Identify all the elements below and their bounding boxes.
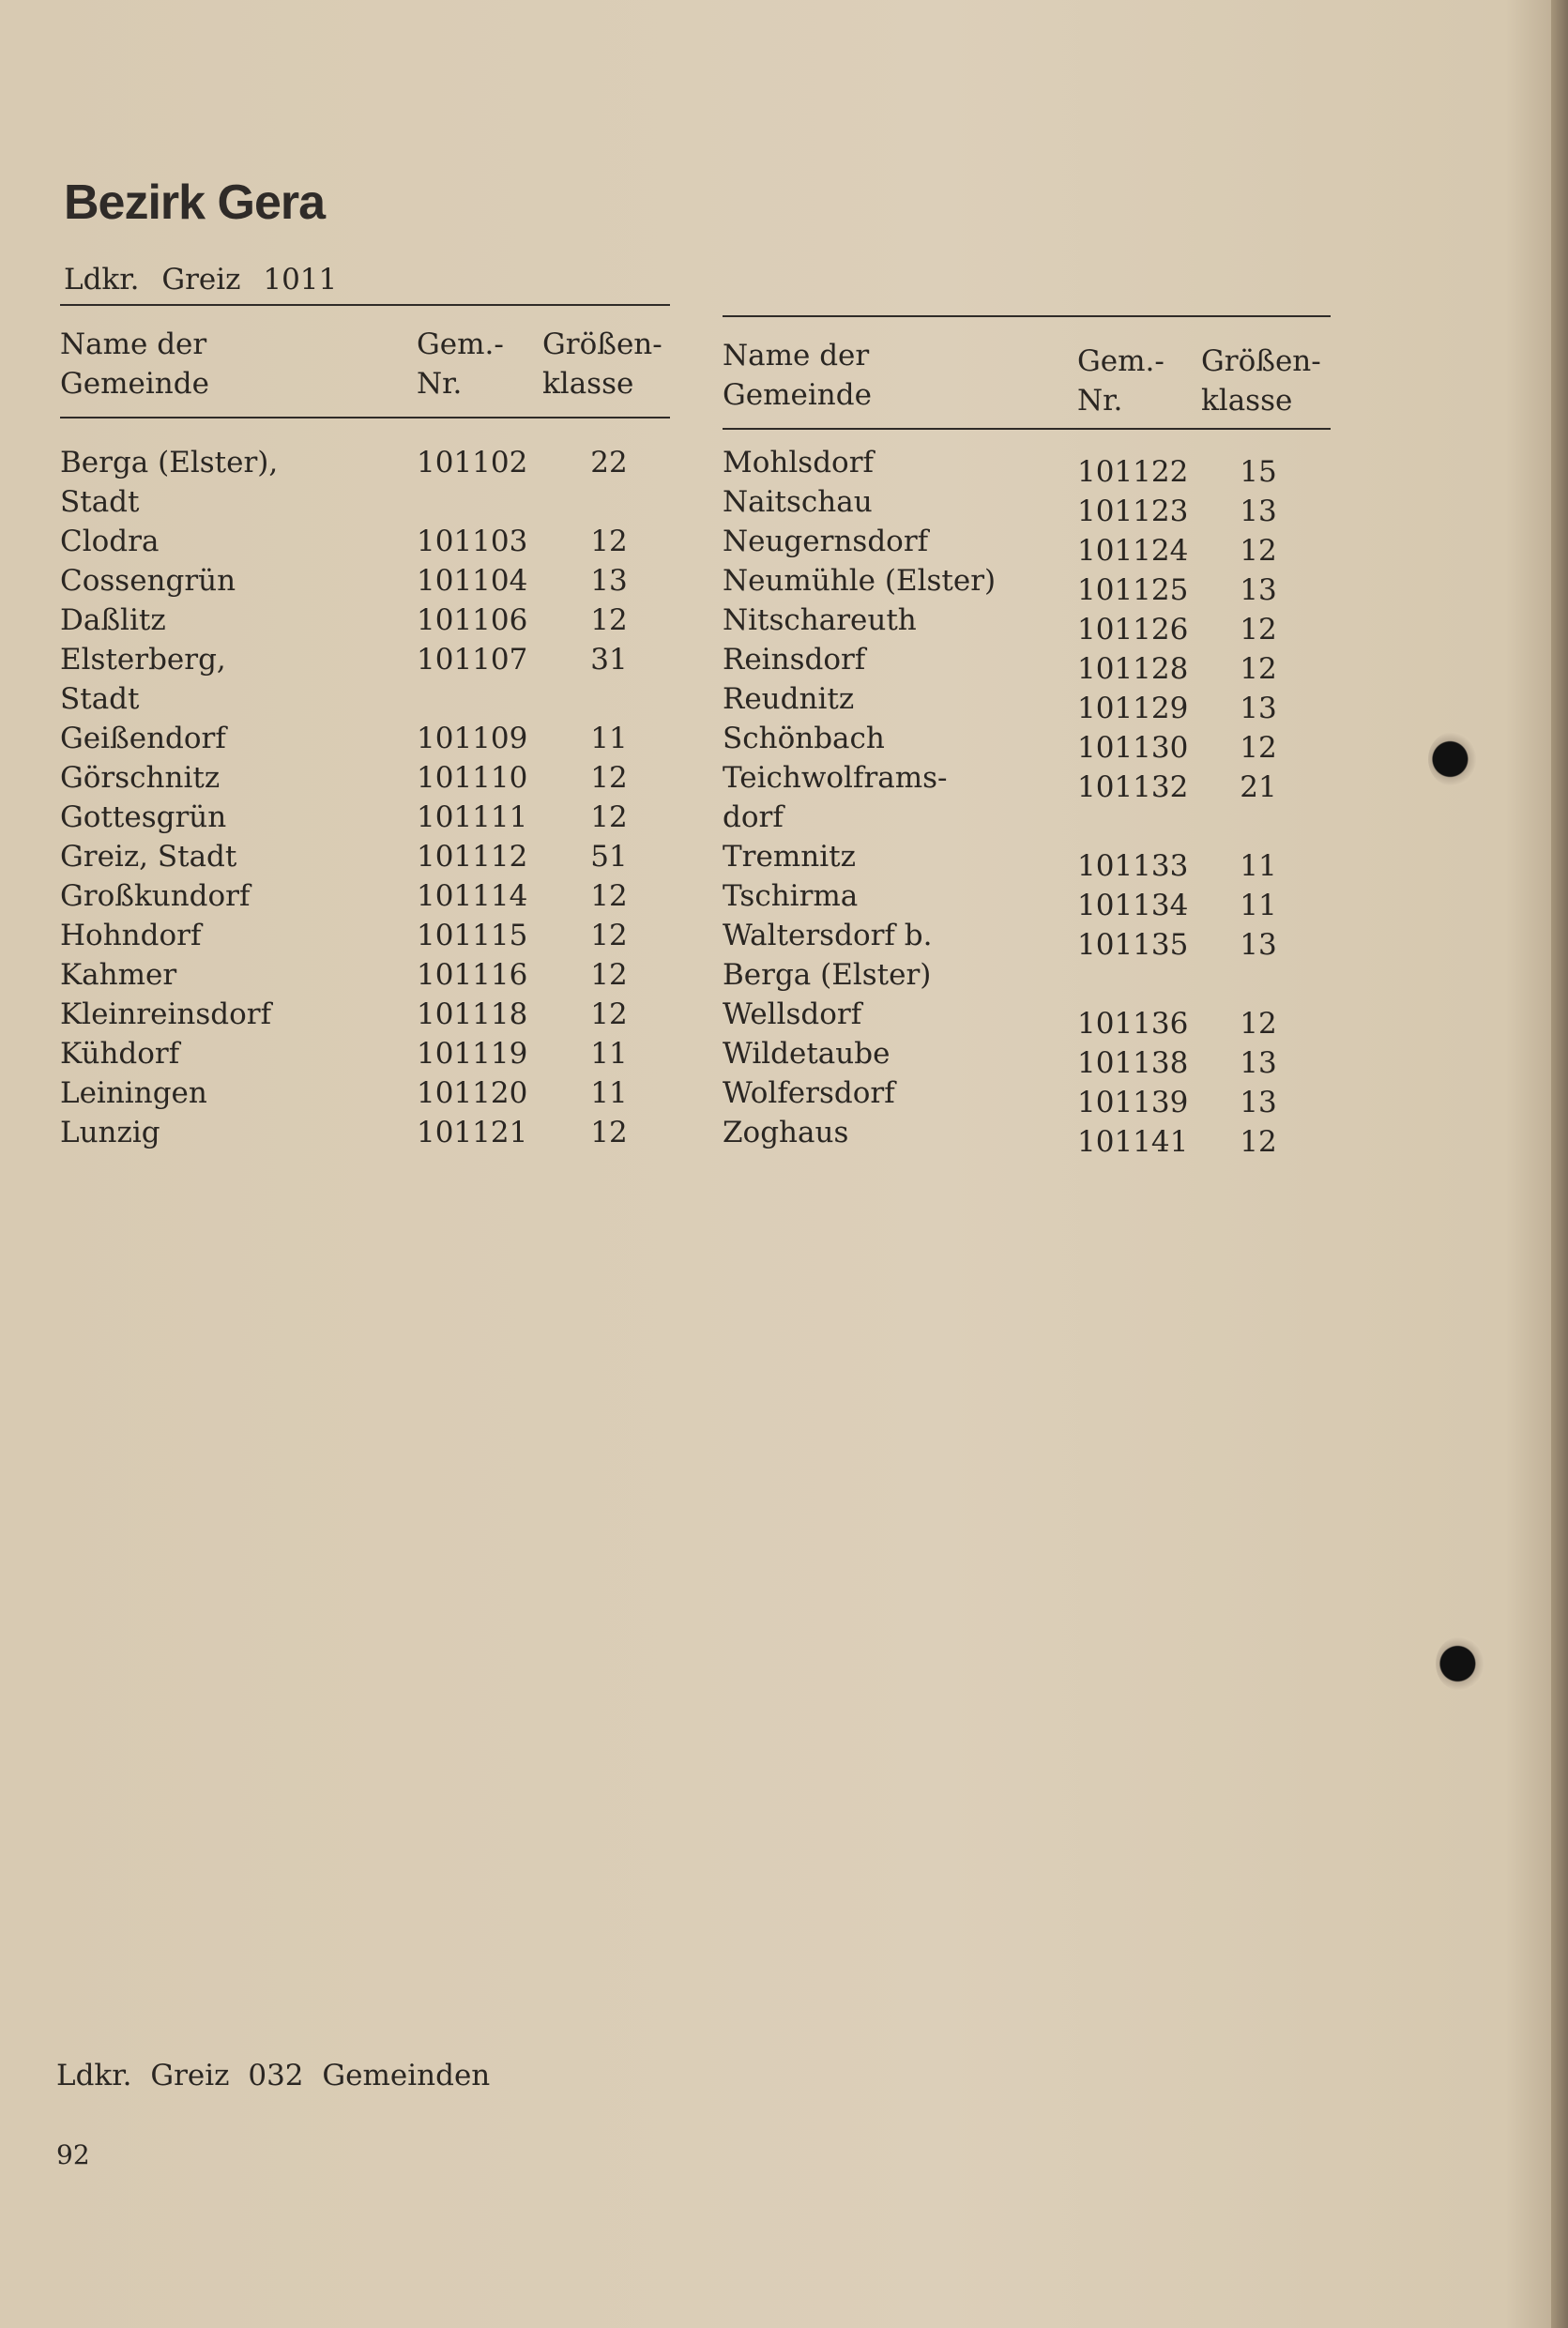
municipality-name: Stadt	[60, 682, 140, 716]
table-row	[60, 995, 670, 1034]
table-row	[723, 916, 1331, 962]
size-class: 12	[1240, 534, 1277, 568]
size-class: 13	[1240, 692, 1277, 725]
size-class: 11	[590, 1037, 628, 1071]
table-row	[723, 719, 1331, 765]
table-header	[60, 306, 670, 417]
size-class: 12	[590, 879, 628, 913]
municipality-name: Elsterberg,	[60, 643, 226, 677]
municipality-number: 101136	[1077, 1007, 1189, 1041]
size-class: 12	[1240, 613, 1277, 647]
size-class: 12	[590, 1116, 628, 1149]
column-header-size-class	[542, 325, 662, 403]
table-row	[723, 798, 1331, 837]
table-body	[723, 430, 1331, 1159]
column-header-number	[417, 325, 504, 403]
size-class: 13	[590, 564, 628, 598]
size-class: 11	[590, 722, 628, 755]
municipality-number: 101128	[1077, 652, 1189, 686]
municipality-name: Nitschareuth	[723, 603, 917, 637]
municipality-name: Tschirma	[723, 879, 859, 913]
municipality-name: Lunzig	[60, 1116, 160, 1149]
municipality-name: Großkundorf	[60, 879, 251, 913]
size-class: 13	[1240, 1086, 1277, 1119]
table-row	[723, 758, 1331, 804]
municipality-number: 101132	[1077, 770, 1189, 804]
size-class: 31	[590, 643, 628, 677]
size-class: 11	[1240, 889, 1277, 922]
size-class: 12	[590, 761, 628, 795]
column-header-name-line2: Gemeinde	[723, 378, 872, 412]
size-class: 12	[590, 958, 628, 992]
municipality-name: Kühdorf	[60, 1037, 180, 1071]
municipality-number: 101138	[1077, 1046, 1189, 1080]
size-class: 12	[590, 603, 628, 637]
municipality-name: Mohlsdorf	[723, 446, 874, 479]
table-header	[723, 317, 1331, 428]
municipality-name: Görschnitz	[60, 761, 221, 795]
municipality-number: 101141	[1077, 1125, 1189, 1159]
page-title: Bezirk Gera	[64, 175, 326, 230]
municipality-name: Reudnitz	[723, 682, 855, 716]
municipality-number: 101110	[417, 761, 528, 795]
municipality-number: 101115	[417, 919, 528, 952]
size-class: 22	[590, 446, 628, 479]
municipality-name: Wellsdorf	[723, 997, 862, 1031]
municipality-name: Neumühle (Elster)	[723, 564, 997, 598]
table-row	[723, 561, 1331, 607]
municipality-name: Greiz, Stadt	[60, 840, 237, 874]
municipality-name: Berga (Elster)	[723, 958, 932, 992]
page-number: 92	[56, 2139, 90, 2170]
size-class: 12	[1240, 731, 1277, 765]
table-row	[60, 679, 670, 719]
table-row	[723, 1034, 1331, 1080]
municipality-number: 101139	[1077, 1086, 1189, 1119]
table-row	[723, 640, 1331, 686]
municipality-name: Leiningen	[60, 1076, 207, 1110]
table-row	[723, 955, 1331, 995]
table-row	[60, 876, 670, 916]
column-header-size-line2: klasse	[1201, 384, 1293, 418]
table-row	[723, 679, 1331, 725]
column-header-name	[60, 325, 209, 403]
table-row	[60, 955, 670, 995]
table-row	[60, 758, 670, 798]
municipality-table-left	[60, 304, 670, 1152]
size-class: 13	[1240, 928, 1277, 962]
punch-hole-upper	[1428, 732, 1477, 786]
table-row	[723, 876, 1331, 922]
table-row	[60, 561, 670, 601]
size-class: 12	[590, 997, 628, 1031]
municipality-number: 101121	[417, 1116, 528, 1149]
municipality-number: 101104	[417, 564, 528, 598]
size-class: 12	[1240, 652, 1277, 686]
municipality-name: Hohndorf	[60, 919, 202, 952]
municipality-name: Wildetaube	[723, 1037, 891, 1071]
municipality-name: Stadt	[60, 485, 140, 519]
municipality-number: 101134	[1077, 889, 1189, 922]
municipality-number: 101112	[417, 840, 528, 874]
column-header-size-line1: Größen-	[1201, 344, 1321, 378]
municipality-number: 101119	[417, 1037, 528, 1071]
table-row	[60, 443, 670, 482]
size-class: 11	[1240, 849, 1277, 883]
municipality-name: Kahmer	[60, 958, 177, 992]
table-row	[60, 916, 670, 955]
table-row	[723, 837, 1331, 883]
municipality-name: dorf	[723, 800, 784, 834]
municipality-name: Neugernsdorf	[723, 525, 929, 558]
municipality-number: 101130	[1077, 731, 1189, 765]
column-header-name	[723, 336, 872, 415]
table-row	[723, 1113, 1331, 1159]
municipality-name: Cossengrün	[60, 564, 236, 598]
table-row	[723, 1073, 1331, 1119]
table-row	[723, 482, 1331, 528]
size-class: 13	[1240, 1046, 1277, 1080]
size-class: 11	[590, 1076, 628, 1110]
column-header-size-line1: Größen-	[542, 327, 662, 361]
municipality-name: Zoghaus	[723, 1116, 849, 1149]
column-header-name-line2: Gemeinde	[60, 367, 209, 401]
municipality-number: 101103	[417, 525, 528, 558]
table-row	[60, 640, 670, 679]
size-class: 12	[1240, 1007, 1277, 1041]
municipality-table-right	[723, 315, 1331, 1159]
municipality-name: Tremnitz	[723, 840, 856, 874]
municipality-number: 101125	[1077, 573, 1189, 607]
municipality-number: 101109	[417, 722, 528, 755]
column-header-number-line1: Gem.-	[417, 327, 504, 361]
municipality-name: Clodra	[60, 525, 160, 558]
table-row	[723, 522, 1331, 568]
table-body	[60, 418, 670, 1152]
size-class: 21	[1240, 770, 1277, 804]
municipality-number: 101111	[417, 800, 528, 834]
size-class: 12	[590, 919, 628, 952]
municipality-name: Daßlitz	[60, 603, 166, 637]
municipality-number: 101114	[417, 879, 528, 913]
district-summary: Ldkr. Greiz 032 Gemeinden	[56, 2059, 491, 2092]
municipality-name: Wolfersdorf	[723, 1076, 895, 1110]
punch-hole-lower	[1436, 1636, 1484, 1691]
table-row	[60, 601, 670, 640]
municipality-number: 101120	[417, 1076, 528, 1110]
size-class: 51	[590, 840, 628, 874]
table-row	[60, 1034, 670, 1073]
column-header-number-line2: Nr.	[417, 367, 463, 401]
column-header-size-class	[1201, 342, 1321, 420]
municipality-number: 101118	[417, 997, 528, 1031]
municipality-number: 101122	[1077, 455, 1189, 489]
column-header-number-line1: Gem.-	[1077, 344, 1165, 378]
column-header-name-line1: Name der	[60, 327, 207, 361]
municipality-number: 101133	[1077, 849, 1189, 883]
municipality-number: 101135	[1077, 928, 1189, 962]
size-class: 12	[590, 800, 628, 834]
size-class: 12	[1240, 1125, 1277, 1159]
municipality-name: Geißendorf	[60, 722, 226, 755]
municipality-number: 101116	[417, 958, 528, 992]
table-row	[723, 995, 1331, 1041]
table-row	[60, 522, 670, 561]
municipality-number: 101106	[417, 603, 528, 637]
municipality-number: 101126	[1077, 613, 1189, 647]
table-row	[60, 1073, 670, 1113]
table-row	[60, 837, 670, 876]
municipality-name: Berga (Elster),	[60, 446, 279, 479]
municipality-name: Naitschau	[723, 485, 873, 519]
table-row	[723, 601, 1331, 647]
municipality-number: 101102	[417, 446, 528, 479]
municipality-name: Kleinreinsdorf	[60, 997, 272, 1031]
table-row	[60, 1113, 670, 1152]
municipality-number: 101123	[1077, 495, 1189, 528]
municipality-name: Reinsdorf	[723, 643, 866, 677]
municipality-name: Waltersdorf b.	[723, 919, 933, 952]
table-row	[60, 798, 670, 837]
municipality-name: Gottesgrün	[60, 800, 227, 834]
column-header-name-line1: Name der	[723, 339, 870, 373]
table-row	[723, 443, 1331, 489]
district-heading: Ldkr. Greiz 1011	[64, 263, 338, 297]
size-class: 13	[1240, 573, 1277, 607]
column-header-number	[1077, 342, 1165, 420]
municipality-number: 101129	[1077, 692, 1189, 725]
table-row	[60, 482, 670, 522]
size-class: 12	[590, 525, 628, 558]
municipality-name: Teichwolframs-	[723, 761, 948, 795]
size-class: 13	[1240, 495, 1277, 528]
table-row	[60, 719, 670, 758]
municipality-number: 101124	[1077, 534, 1189, 568]
column-header-number-line2: Nr.	[1077, 384, 1123, 418]
municipality-number: 101107	[417, 643, 528, 677]
municipality-name: Schönbach	[723, 722, 885, 755]
page-spine-edge	[1551, 0, 1568, 2328]
size-class: 15	[1240, 455, 1277, 489]
column-header-size-line2: klasse	[542, 367, 634, 401]
